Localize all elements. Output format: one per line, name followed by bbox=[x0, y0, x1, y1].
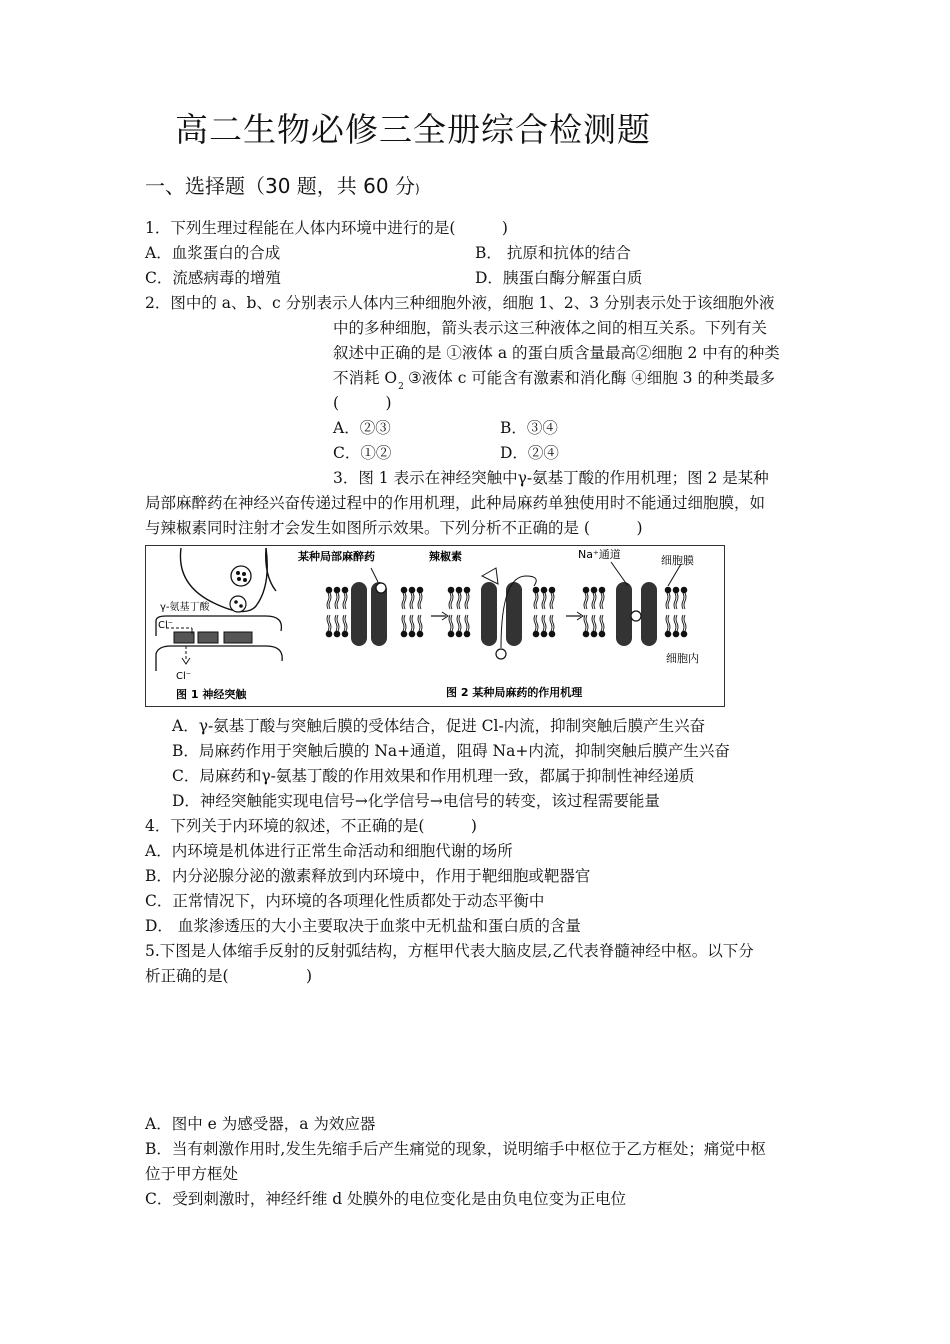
q4-stem: 4．下列关于内环境的叙述，不正确的是( ) bbox=[145, 817, 477, 835]
label-gaba: γ-氨基丁酸 bbox=[160, 602, 210, 613]
q3-option-a: A．γ-氨基丁酸与突触后膜的受体结合，促进 Cl-内流，抑制突触后膜产生兴奋 bbox=[172, 717, 706, 735]
q1-option-b: B． 抗原和抗体的结合 bbox=[475, 244, 631, 262]
q1-option-c: C．流感病毒的增殖 bbox=[145, 269, 281, 287]
q5-line2: 析正确的是( ) bbox=[145, 967, 313, 985]
q5-option-a: A．图中 e 为感受器，a 为效应器 bbox=[145, 1115, 376, 1133]
anesthetic-mechanism-diagram bbox=[297, 548, 699, 699]
q5-line1: 5.下图是人体缩手反射的反射弧结构，方框甲代表大脑皮层,乙代表脊髓神经中枢。以下分 bbox=[145, 942, 754, 960]
q3-line2: 局部麻醉药在神经兴奋传递过程中的作用机理，此种局麻药单独使用时不能通过细胞膜，如 bbox=[145, 494, 766, 512]
q4-option-b: B．内分泌腺分泌的激素释放到内环境中，作用于靶细胞或靶器官 bbox=[145, 867, 591, 885]
label-cl-bottom: Cl⁻ bbox=[176, 671, 192, 682]
q2-option-c: C．①② bbox=[333, 444, 392, 462]
q1-stem: 1．下列生理过程能在人体内环境中进行的是( ) bbox=[145, 219, 508, 237]
section-heading-tail: ) bbox=[414, 182, 420, 196]
label-na-channel: Na⁺通道 bbox=[578, 548, 621, 561]
q4-option-d: D． 血浆渗透压的大小主要取决于血浆中无机盐和蛋白质的含量 bbox=[145, 917, 581, 935]
q3-option-c: C．局麻药和γ-氨基丁酸的作用效果和作用机理一致，都属于抑制性神经递质 bbox=[172, 767, 695, 785]
q2-line1: 2．图中的 a、b、c 分别表示人体内三种细胞外液，细胞 1、2、3 分别表示处于该细胞外液 bbox=[145, 294, 775, 312]
q4-option-c: C．正常情况下，内环境的各项理化性质都处于动态平衡中 bbox=[145, 892, 545, 910]
q3-line3: 与辣椒素同时注射才会发生如图所示效果。下列分析不正确的是 ( ) bbox=[145, 519, 643, 537]
q2-line4 bbox=[333, 368, 775, 397]
q3-line1: 3．图 1 表示在神经突触中γ-氨基丁酸的作用机理；图 2 是某种 bbox=[333, 469, 769, 487]
caption-figure1: 图 1 神经突触 bbox=[176, 688, 247, 701]
q2-option-d: D．②④ bbox=[500, 444, 559, 462]
q2-line3: 叙述中正确的是 ①液体 a 的蛋白质含量最高②细胞 2 中有的种类 bbox=[333, 344, 780, 362]
figure-synapse-anesthetic bbox=[145, 545, 725, 707]
q1-option-d: D．胰蛋白酶分解蛋白质 bbox=[475, 269, 643, 287]
label-capsaicin: 辣椒素 bbox=[429, 550, 462, 563]
label-membrane: 细胞膜 bbox=[661, 554, 694, 567]
q5-option-c: C．受到刺激时，神经纤维 d 处膜外的电位变化是由负电位变为正电位 bbox=[145, 1190, 627, 1208]
caption-figure2: 图 2 某种局麻药的作用机理 bbox=[446, 686, 583, 699]
page-title: 高二生物必修三全册综合检测题 bbox=[175, 110, 651, 149]
q2-line2: 中的多种细胞，箭头表示这三种液体之间的相互关系。下列有关 bbox=[333, 319, 768, 337]
label-inside: 细胞内 bbox=[666, 652, 699, 665]
q4-option-a: A．内环境是机体进行正常生命活动和细胞代谢的场所 bbox=[145, 842, 513, 860]
q5-option-b-line1: B．当有刺激作用时,发生先缩手后产生痛觉的现象，说明缩手中枢位于乙方框处；痛觉中枢 bbox=[145, 1140, 766, 1158]
q3-option-d: D．神经突触能实现电信号→化学信号→电信号的转变，该过程需要能量 bbox=[172, 792, 660, 810]
synapse-diagram bbox=[156, 548, 282, 701]
q2-line5: ( ) bbox=[333, 394, 392, 412]
section-heading-main: 一、选择题（30 题，共 60 分 bbox=[145, 174, 415, 198]
q2-o2-subscript: 2 bbox=[398, 382, 404, 392]
q2-line4-post: ③液体 c 可能含有激素和消化酶 ④细胞 3 的种类最多 bbox=[407, 369, 775, 387]
q1-option-a: A．血浆蛋白的合成 bbox=[145, 244, 281, 262]
q3-option-b: B．局麻药作用于突触后膜的 Na+通道，阻碍 Na+内流，抑制突触后膜产生兴奋 bbox=[172, 742, 730, 760]
q2-line4-pre: 不消耗 O bbox=[333, 369, 398, 387]
section-heading bbox=[145, 170, 420, 199]
q5-option-b-line2: 位于甲方框处 bbox=[145, 1165, 239, 1183]
label-cl-top: Cl⁻ bbox=[158, 620, 174, 631]
label-anesthetic: 某种局部麻醉药 bbox=[298, 550, 375, 563]
q2-option-a: A．②③ bbox=[333, 419, 391, 437]
q2-option-b: B．③④ bbox=[500, 419, 558, 437]
